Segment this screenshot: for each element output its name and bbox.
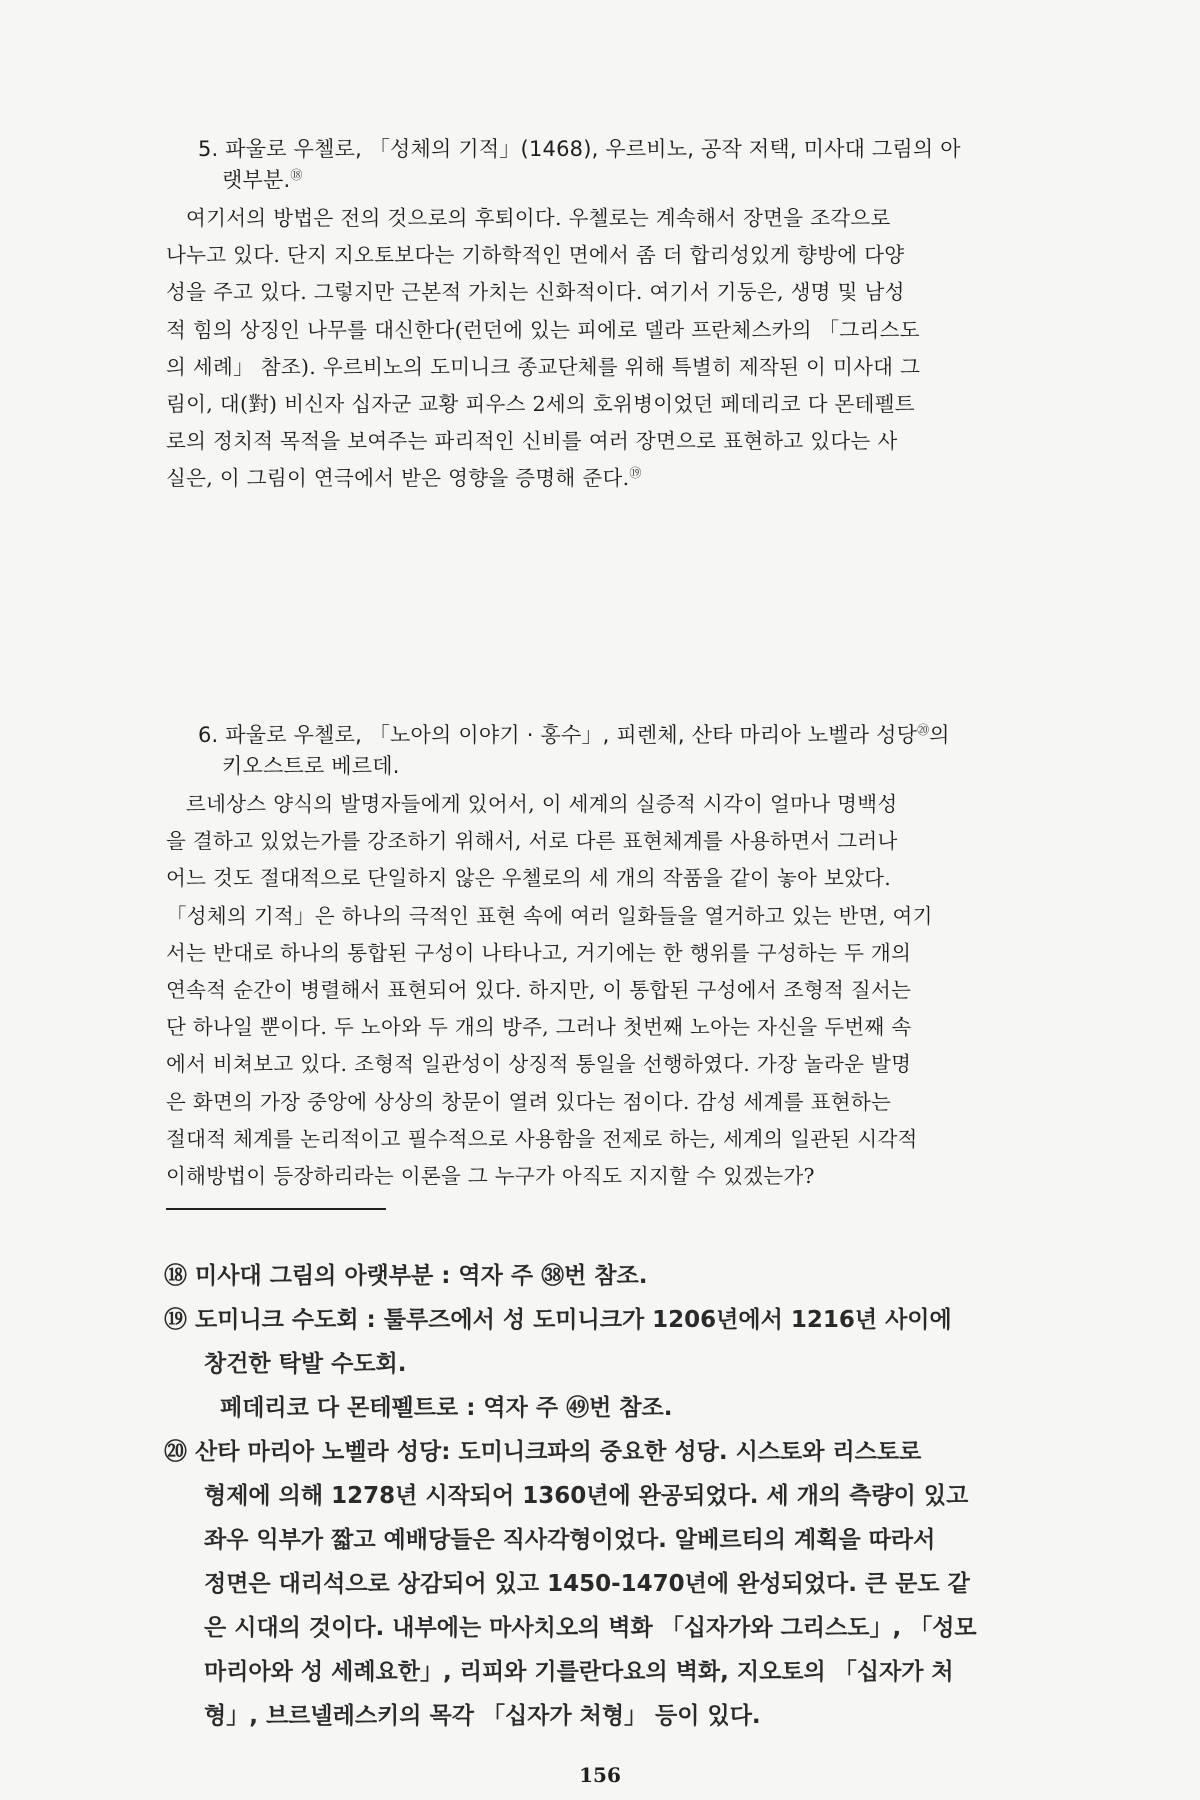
footnote-70-line: 은 시대의 것이다. 내부에는 마사치오의 벽화 「십자가와 그리스도」, 「성모 [204,1615,977,1641]
paragraph-1-line: 성을 주고 있다. 그렇지만 근본적 가치는 신화적이다. 여기서 기둥은, 생명 및 남성 [166,280,905,305]
footnote-70-line: 좌우 익부가 짧고 예배당들은 직사각형이었다. 알베르티의 계획을 따라서 [204,1527,936,1553]
footnote-70-line: ⑳ 산타 마리아 노벨라 성당: 도미니크파의 중요한 성당. 시스토와 리스토로 [164,1439,922,1465]
footnote-divider [166,1208,386,1210]
paragraph-1-line: 여기서의 방법은 전의 것으로의 후퇴이다. 우첼로는 계속해서 장면을 조각으로 [186,206,891,230]
paragraph-1-line: 의 세례」 참조). 우르비노의 도미니크 종교단체를 위해 특별히 제작된 이 미사대 그 [166,354,921,379]
figure-caption-5 [198,134,1038,196]
footnote-70-line: 형」, 브르넬레스키의 목각 「십자가 처형」 등이 있다. [204,1703,761,1729]
caption-5-line2-text: 랫부분. [222,168,291,192]
footnote-69-line1: ⑲ 도미니크 수도회 : 툴루즈에서 성 도미니크가 1206년에서 1216년 사이에 [164,1307,952,1333]
paragraph-1-line-last [166,460,1038,497]
paragraph-2-line: 단 하나일 뿐이다. 두 노아와 두 개의 방주, 그러나 첫번째 노아는 자신을 두번째 속 [166,1015,912,1040]
footnote-69-line2: 창건한 탁발 수도회. [204,1351,407,1377]
paragraph-2-line: 은 화면의 가장 중앙에 상상의 창문이 열려 있다는 점이다. 감성 세계를 표현하는 [166,1089,892,1114]
caption-6-line1-text: 6. 파울로 우첼로, 「노아의 이야기 · 홍수」, 피렌체, 산타 마리아 노벨라 성당 [198,723,918,747]
footnote-70-line: 마리아와 성 세례요한」, 리피와 기를란다요의 벽화, 지오토의 「십자가 처 [204,1659,954,1685]
paragraph-1-line: 로의 정치적 목적을 보여주는 파리적인 신비를 여러 장면으로 표현하고 있다는 사 [166,429,898,454]
caption-5-line2 [198,165,1038,196]
paragraph-2-line: 연속적 순간이 병렬해서 표현되어 있다. 하지만, 이 통합된 구성에서 조형적 질서는 [166,978,912,1003]
paragraph-2-line: 이해방법이 등장하리라는 이론을 그 누구가 아직도 지지할 수 있겠는가? [166,1164,815,1189]
footnotes [164,1254,1044,1738]
paragraph-2-line: 에서 비쳐보고 있다. 조형적 일관성이 상징적 통일을 선행하였다. 가장 놀라운 발명 [166,1052,912,1077]
caption-6-line1-end: 의 [929,723,950,747]
caption-5-line1: 5. 파울로 우첼로, 「성체의 기적」(1468), 우르비노, 공작 저택, 미사대 그림의 아 [198,137,961,161]
paragraph-2-line: 르네상스 양식의 발명자들에게 있어서, 이 세계의 실증적 시각이 얼마나 명백성 [186,792,898,816]
page-number: 156 [579,1763,621,1787]
paragraph-2-line: 「성체의 기적」은 하나의 극적인 표현 속에 여러 일화들을 열거하고 있는 반면, 여기 [166,903,933,928]
paragraph-1 [166,200,1038,498]
figure-caption-6 [198,720,1058,782]
footnote-68: ⑱ 미사대 그림의 아랫부분 : 역자 주 ㊳번 참조. [164,1263,648,1289]
footnote-ref-68: ⑱ [290,168,303,182]
footnote-70-line: 형제에 의해 1278년 시작되어 1360년에 완공되었다. 세 개의 측량이 있고 [204,1483,969,1509]
paragraph-2-line: 절대적 체계를 논리적이고 필수적으로 사용함을 전제로 하는, 세계의 일관된 시각적 [166,1126,918,1151]
paragraph-2 [166,786,1038,1195]
caption-6-line2: 키오스트로 베르데. [222,754,400,778]
paragraph-1-line: 나누고 있다. 단지 지오토보다는 기하학적인 면에서 좀 더 합리성있게 향방에 다양 [166,243,905,268]
paragraph-1-line: 적 힘의 상징인 나무를 대신한다(런던에 있는 피에로 델라 프란체스카의 「그리스도 [166,317,920,342]
footnote-ref-70: ⑳ [917,723,930,737]
paragraph-2-line: 을 결하고 있었는가를 강조하기 위해서, 서로 다른 표현체계를 사용하면서 그러나 [166,829,898,854]
footnote-ref-69: ⑲ [629,466,642,481]
caption-6-line1 [198,723,950,747]
paragraph-2-line: 서는 반대로 하나의 통합된 구성이 나타나고, 거기에는 한 행위를 구성하는 두 개의 [166,940,912,965]
paragraph-2-line: 어느 것도 절대적으로 단일하지 않은 우첼로의 세 개의 작품을 같이 놓아 보았다. [166,866,892,891]
paragraph-1-line-text: 실은, 이 그림이 연극에서 받은 영향을 증명해 준다. [166,466,630,491]
paragraph-1-line: 림이, 대(對) 비신자 십자군 교황 피우스 2세의 호위병이었던 페데리코 다 몬테펠트 [166,392,915,417]
footnote-federico: 페데리코 다 몬테펠트로 : 역자 주 ㊾번 참조. [220,1395,673,1421]
footnote-70-line: 정면은 대리석으로 상감되어 있고 1450-1470년에 완성되었다. 큰 문도 같 [204,1571,970,1597]
